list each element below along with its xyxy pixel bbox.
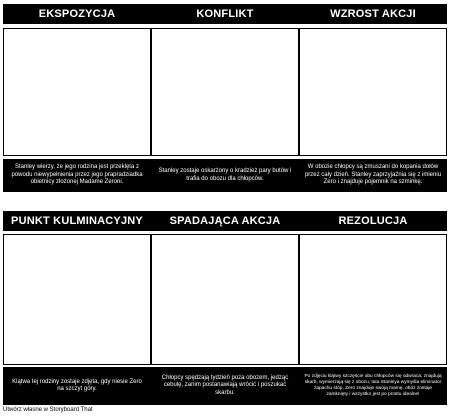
cell-caption: Po zdjęciu klątwy szczęście obu chłopców się odwraca, znajdują skarb, wymierzają się z obozu, tata Stanleya wymyśla eliminator zapachu stóp, Zero znajduje swoją mamę, obóz zostaje zamknięty i wszystko jest po prostu idealne!: [299, 367, 447, 405]
cell-wzrost-akcji: [299, 4, 447, 192]
storyboard-footer-link[interactable]: Utwórz własne w Storyboard That: [3, 407, 93, 413]
cell-konflikt: [151, 4, 299, 192]
scene-frame[interactable]: [3, 28, 151, 156]
cell-title: WZROST AKCJI: [299, 4, 447, 24]
scene-frame[interactable]: [3, 234, 151, 365]
cell-title: PUNKT KULMINACYJNY: [3, 211, 151, 231]
cell-caption: Stanley wierzy, że jego rodzina jest przeklęta z powodu niewypełnienia przez jego prapradziadka obietnicy złożonej Madame Zeroni.: [3, 159, 151, 192]
scene-frame[interactable]: [299, 234, 447, 365]
cell-spadajaca-akcja: [151, 211, 299, 405]
cell-ekspozycja: [3, 4, 151, 192]
cell-caption: W obozie chłopcy są zmuszani do kopania dołów przez cały dzień. Stanley zaprzyjaźnia się z imieniu Zero i znajduje pojemnik na szminkę.: [299, 159, 447, 192]
scene-frame[interactable]: [299, 28, 447, 156]
cell-title: SPADAJĄCA AKCJA: [151, 211, 299, 231]
cell-title: KONFLIKT: [151, 4, 299, 24]
cell-caption: Klątwa tej rodziny zostaje zdjęta, gdy niesie Zero na szczyt góry.: [3, 367, 151, 405]
cell-title: EKSPOZYCJA: [3, 4, 151, 24]
cell-caption: Chłopcy spędzają tydzień poza obozem, jedząc cebulę, zanim postanawiają wrócić i poszukać skarbu.: [151, 367, 299, 405]
scene-frame[interactable]: [151, 234, 299, 365]
cell-punkt-kulminacyjny: [3, 211, 151, 405]
scene-frame[interactable]: [151, 28, 299, 156]
cell-title: REZOLUCJA: [299, 211, 447, 231]
cell-caption: Stanley zostaje oskarżony o kradzież pary butów i trafia do obozu dla chłopców.: [151, 159, 299, 192]
cell-rezolucja: [299, 211, 447, 405]
